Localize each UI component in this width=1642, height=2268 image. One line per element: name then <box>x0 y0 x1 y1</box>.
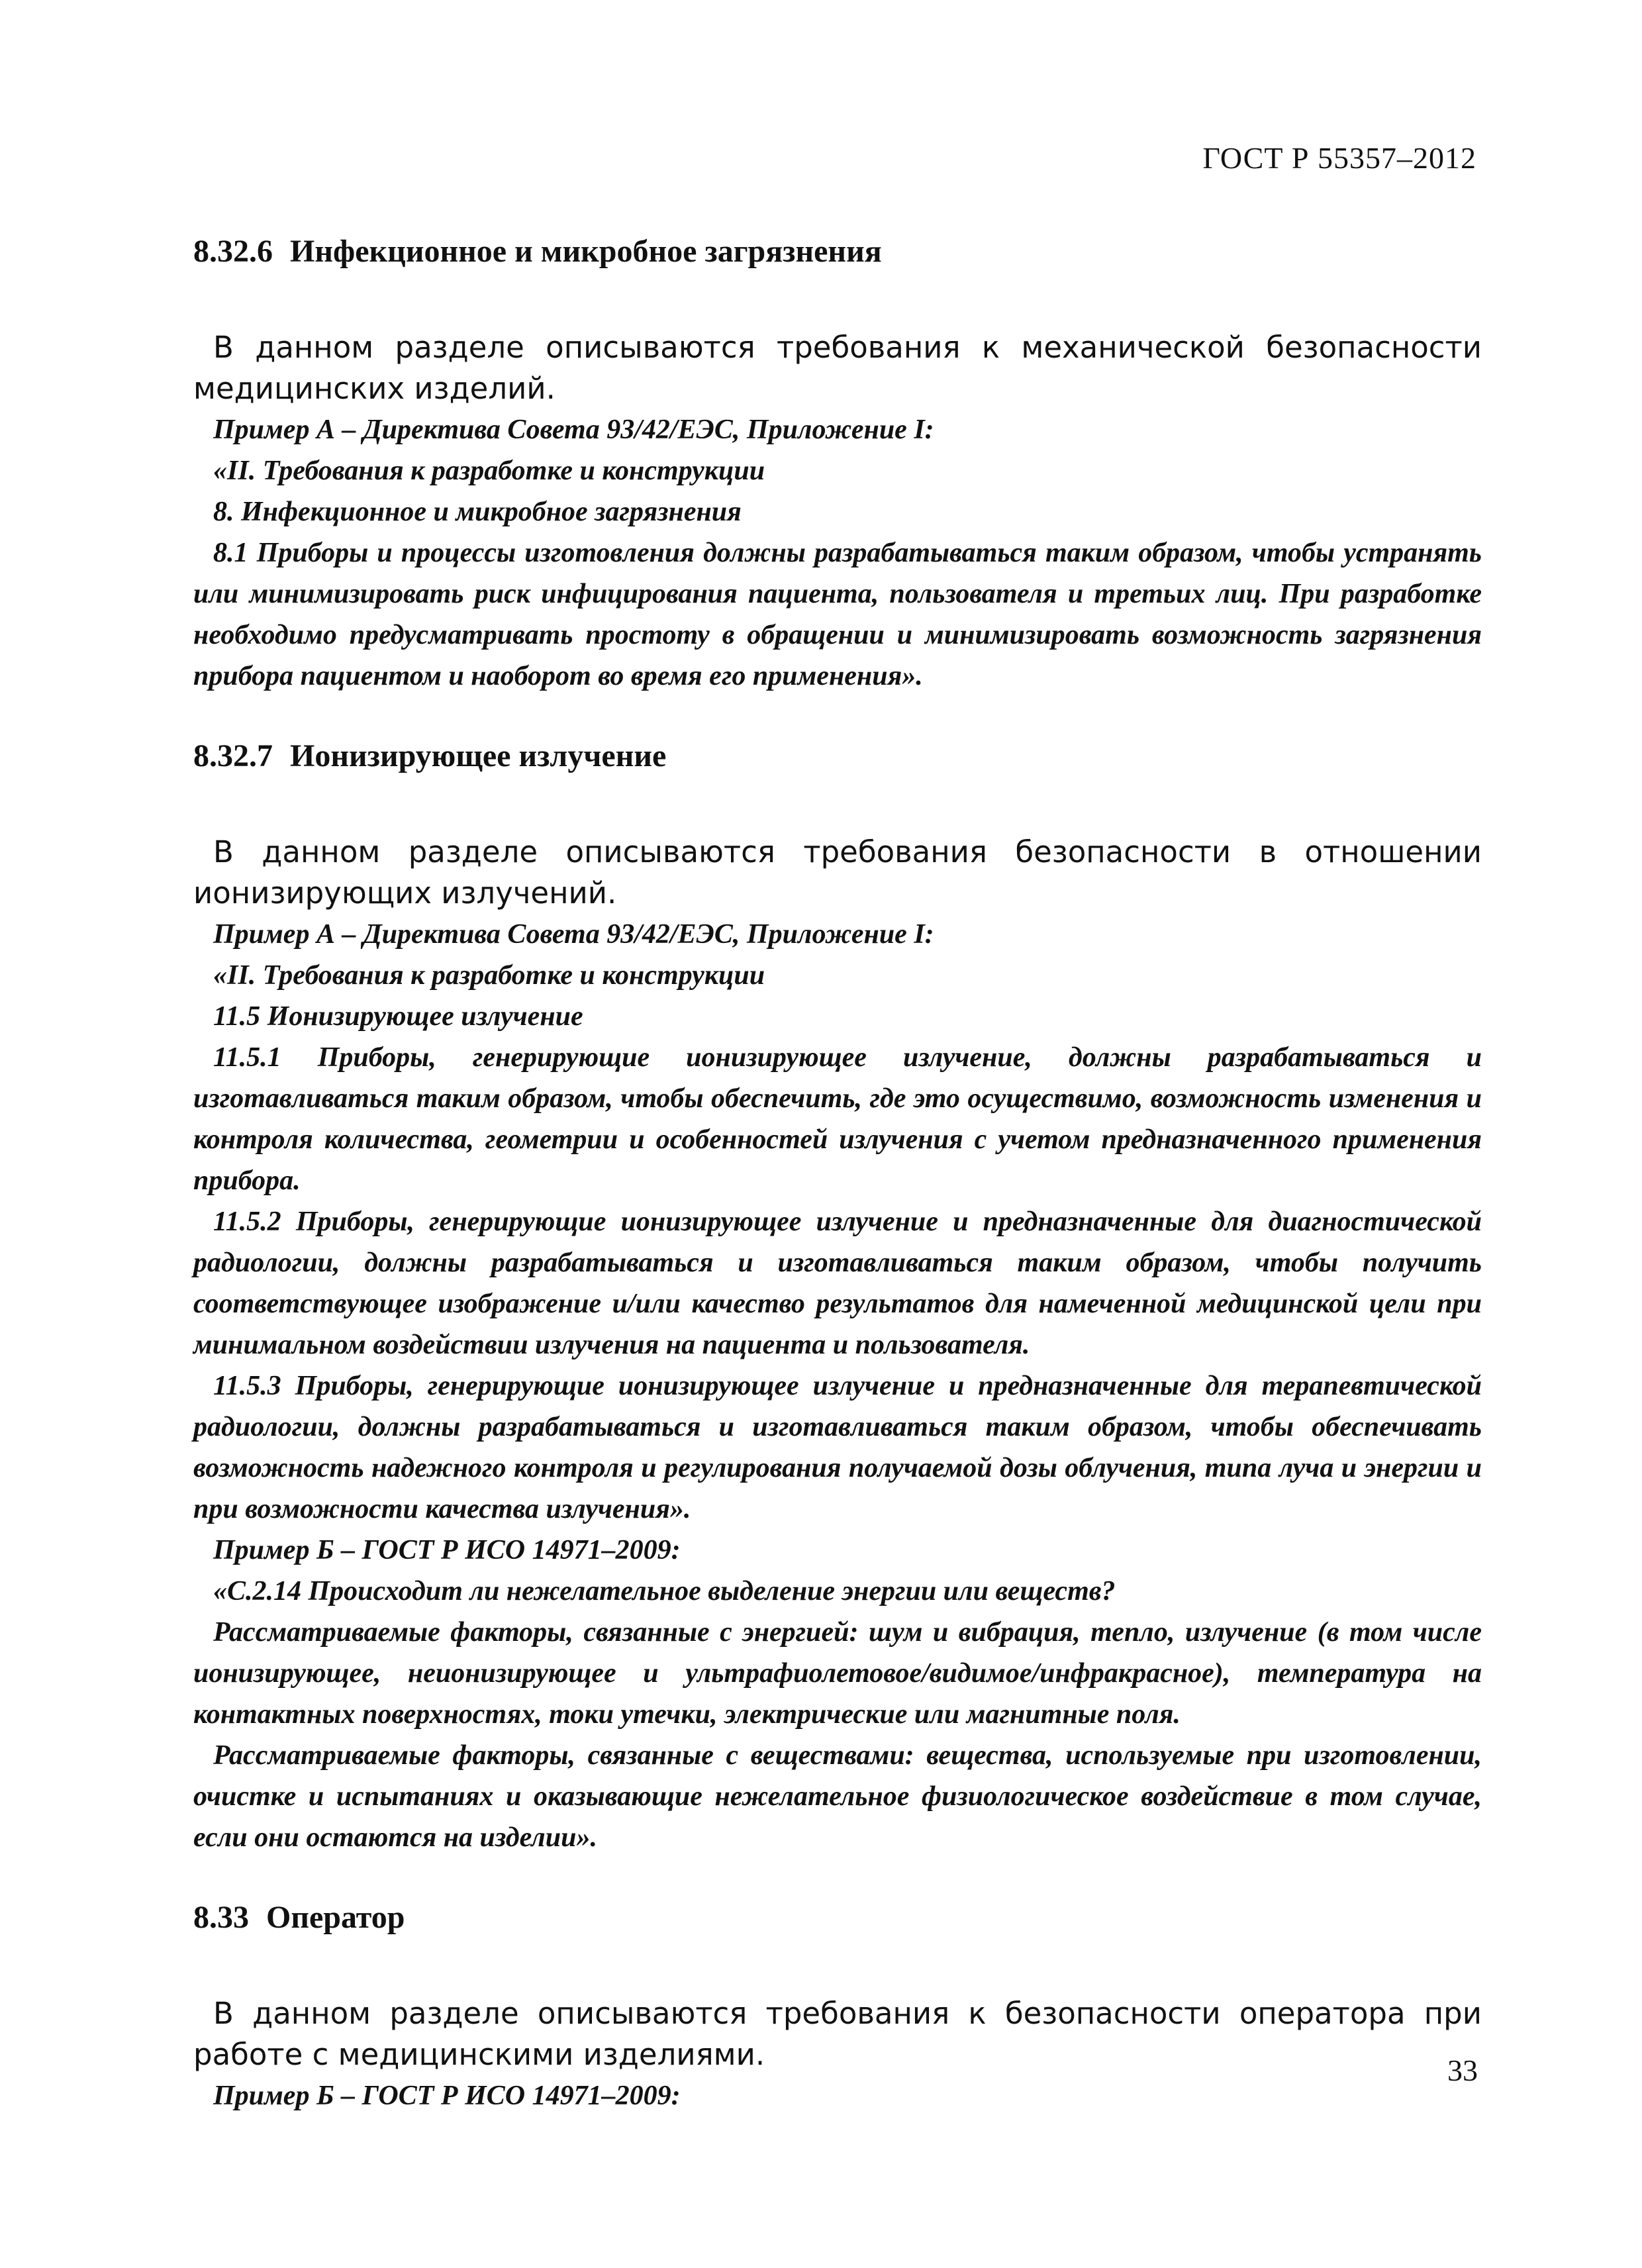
example-paragraph: Рассматриваемые факторы, связанные с энергией: шум и вибрация, тепло, излучение (в том числе ионизирующее, неионизирующее и ультрафиолетовое/видимое/инфракрасное), температура на контактных поверхностях, токи утечки, электрические или магнитные поля. <box>193 1617 1482 1730</box>
example-line: 8. Инфекционное и микробное загрязнения <box>213 497 742 527</box>
section-body: В данном разделе описываются требования безопасности в отношении ионизирующих излучений. <box>193 834 1482 911</box>
standard-designation: ГОСТ Р 55357–2012 <box>1202 141 1476 175</box>
section-body: В данном разделе описываются требования к безопасности оператора при работе с медицинскими изделиями. <box>193 1996 1482 2072</box>
example-paragraph: 11.5.1 Приборы, генерирующие ионизирующее излучение, должны разрабатываться и изготавливаться таким образом, чтобы обеспечить, где это осуществимо, возможность изменения и контроля количества, геометрии и особенностей излучения с учетом предназначенного применения прибора. <box>193 1042 1482 1196</box>
example-line: Пример Б – ГОСТ Р ИСО 14971–2009: <box>213 2081 681 2111</box>
example-line: 11.5 Ионизирующее излучение <box>213 1001 583 1032</box>
section-heading-8-32-6 <box>193 232 1482 271</box>
example-line: Пример А – Директива Совета 93/42/ЕЭС, Приложение I: <box>213 415 934 445</box>
page-content <box>193 232 1482 2116</box>
example-paragraph: 8.1 Приборы и процессы изготовления должны разрабатываться таким образом, чтобы устранять или минимизировать риск инфицирования пациента, пользователя и третьих лиц. При разработке необходимо предусматривать простоту в обращении и минимизировать возможность загрязнения прибора пациентом и наоборот во время его применения». <box>193 538 1482 691</box>
example-line: Пример А – Директива Совета 93/42/ЕЭС, Приложение I: <box>213 919 934 950</box>
page-number: 33 <box>1447 2053 1478 2087</box>
example-line: «С.2.14 Происходит ли нежелательное выделение энергии или веществ? <box>213 1576 1116 1606</box>
section-number: 8.33 <box>193 1900 249 1935</box>
section-title: Ионизирующее излучение <box>290 738 667 773</box>
section-title: Инфекционное и микробное загрязнения <box>290 234 882 269</box>
example-line: «II. Требования к разработке и конструкции <box>213 960 765 991</box>
example-line: Пример Б – ГОСТ Р ИСО 14971–2009: <box>213 1535 681 1565</box>
section-body: В данном разделе описываются требования к механической безопасности медицинских изделий. <box>193 330 1482 406</box>
section-number: 8.32.7 <box>193 738 273 773</box>
example-line: «II. Требования к разработке и конструкции <box>213 456 765 486</box>
example-paragraph: 11.5.2 Приборы, генерирующие ионизирующее излучение и предназначенные для диагностической радиологии, должны разрабатываться и изготавливаться таким образом, чтобы получить соответствующее изображение и/или качество результатов для намеченной медицинской цели при минимальном воздействии излучения на пациента и пользователя. <box>193 1207 1482 1360</box>
section-heading-8-33 <box>193 1898 1482 1938</box>
section-title: Оператор <box>266 1900 405 1935</box>
section-number: 8.32.6 <box>193 234 273 269</box>
section-heading-8-32-7 <box>193 736 1482 776</box>
example-paragraph: Рассматриваемые факторы, связанные с веществами: вещества, используемые при изготовлении, очистке и испытаниях и оказывающие нежелательное физиологическое воздействие в том случае, если они остаются на изделии». <box>193 1740 1482 1853</box>
example-paragraph: 11.5.3 Приборы, генерирующие ионизирующее излучение и предназначенные для терапевтической радиологии, должны разрабатываться и изготавливаться таким образом, чтобы обеспечивать возможность надежного контроля и регулирования получаемой дозы облучения, типа луча и энергии и при возможности качества излучения». <box>193 1371 1482 1524</box>
